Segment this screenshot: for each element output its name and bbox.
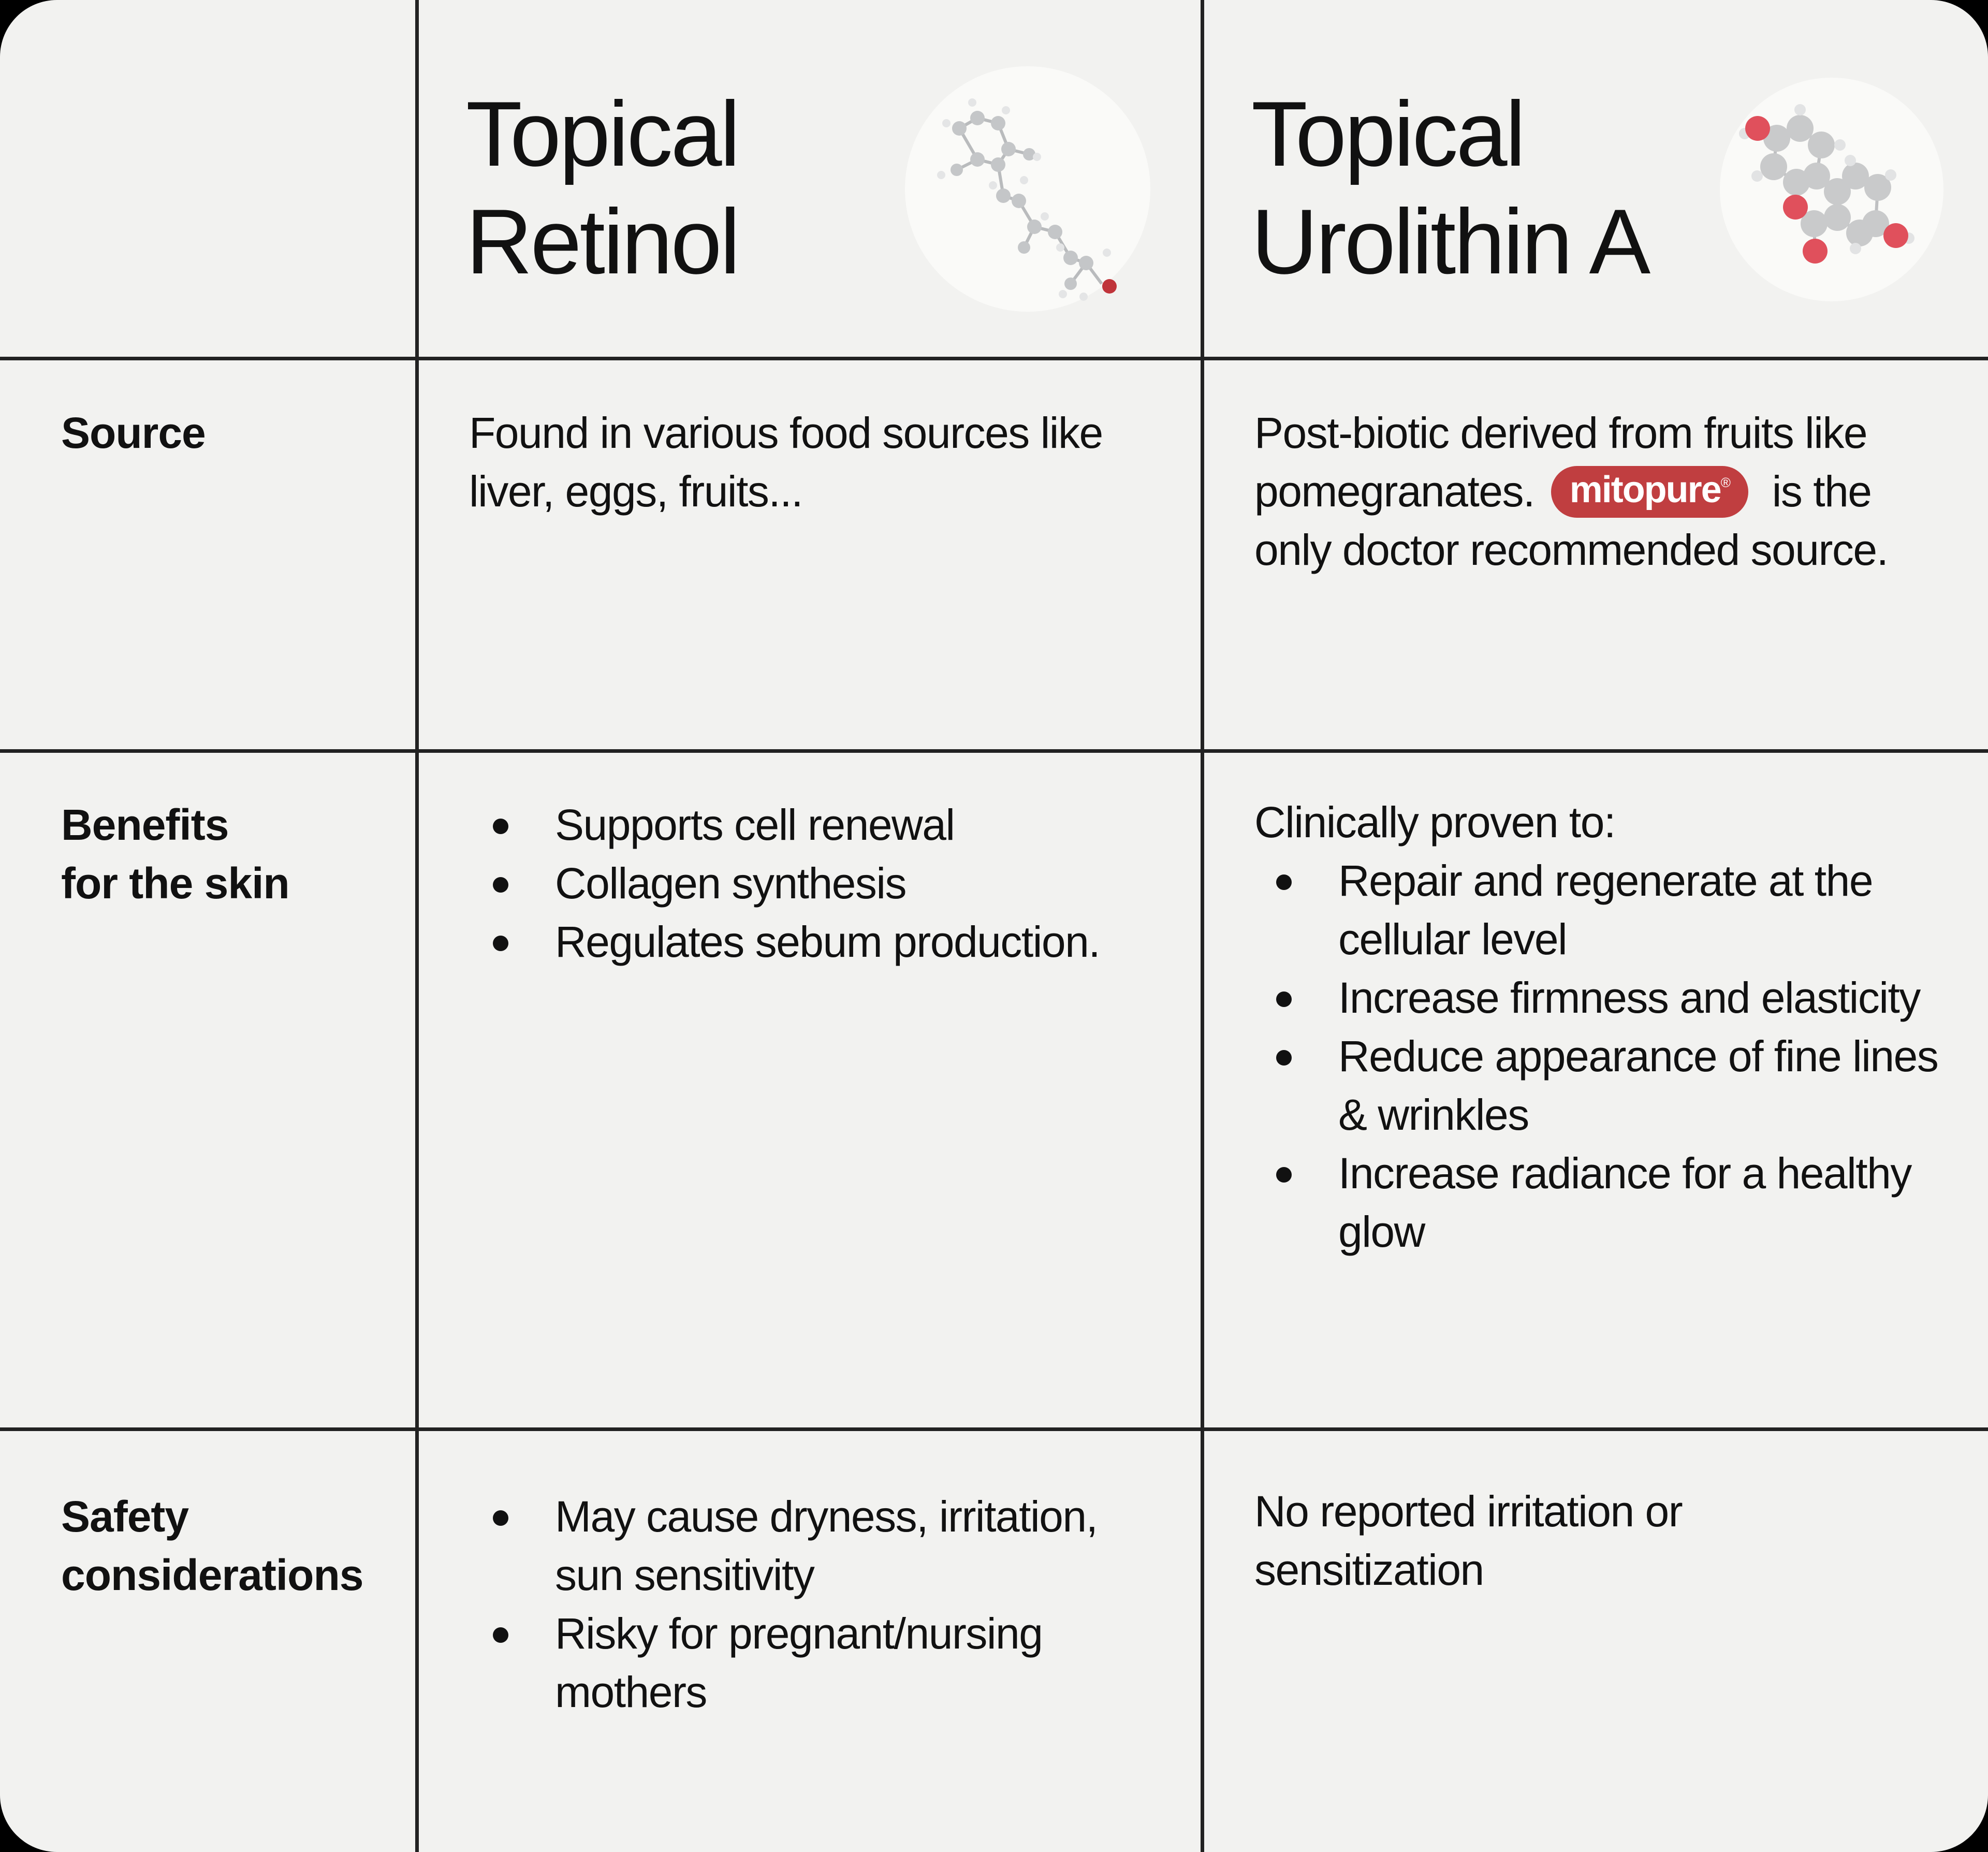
mitopure-badge-text: mitopure [1569,469,1721,511]
urolithin-benefits [1254,793,1958,1261]
row-divider-header [0,357,1988,360]
list-item: Supports cell renewal [487,796,1118,854]
benefits-label-line2: for the skin [61,859,289,908]
urolithin-title [1251,80,1648,296]
row-label-source: Source [61,409,206,457]
urolithin-source-after: is the only doctor recommended source. [1254,467,1888,574]
safety-label-line1: Safety [61,1492,189,1541]
list-item: Repair and regenerate at the cellular level [1270,852,1958,969]
list-item: Reduce appearance of fine lines & wrinkles [1270,1027,1958,1144]
row-divider-source [0,749,1988,753]
urolithin-title-line2: Urolithin A [1251,190,1649,293]
retinol-safety-list [487,1488,1134,1722]
urolithin-safety-text: No reported irritation or sensitization [1254,1487,1683,1594]
registered-mark: ® [1720,474,1730,490]
benefits-label-line1: Benefits [61,800,229,849]
column-divider-2 [1201,0,1204,1852]
urolithin-title-line1: Topical [1251,82,1524,185]
list-item: Collagen synthesis [487,854,1118,913]
list-item: May cause dryness, irritation, sun sensitivity [487,1488,1134,1605]
urolithin-benefits-list [1270,852,1958,1261]
list-item: Increase firmness and elasticity [1270,969,1958,1027]
retinol-title-line1: Topical [466,82,739,185]
retinol-title [466,80,738,296]
list-item: Risky for pregnant/nursing mothers [487,1605,1134,1722]
retinol-source-text: Found in various food sources like liver, eggs, fruits... [469,409,1103,516]
row-label-safety [61,1488,363,1605]
list-item: Increase radiance for a healthy glow [1270,1144,1958,1261]
list-item: Regulates sebum production. [487,913,1118,971]
retinol-molecule-icon [905,66,1150,312]
urolithin-a-molecule-icon [1720,78,1943,301]
urolithin-source-text [1254,404,1938,579]
retinol-benefits-list [487,796,1118,971]
urolithin-source-before: Post-biotic derived from fruits like pomegranates. [1254,409,1867,516]
row-divider-benefits [0,1427,1988,1431]
column-divider-1 [415,0,419,1852]
retinol-title-line2: Retinol [466,190,739,293]
row-label-benefits [61,796,289,913]
urolithin-benefits-intro: Clinically proven to: [1254,798,1615,847]
mitopure-badge [1551,466,1748,518]
safety-label-line2: considerations [61,1551,363,1599]
